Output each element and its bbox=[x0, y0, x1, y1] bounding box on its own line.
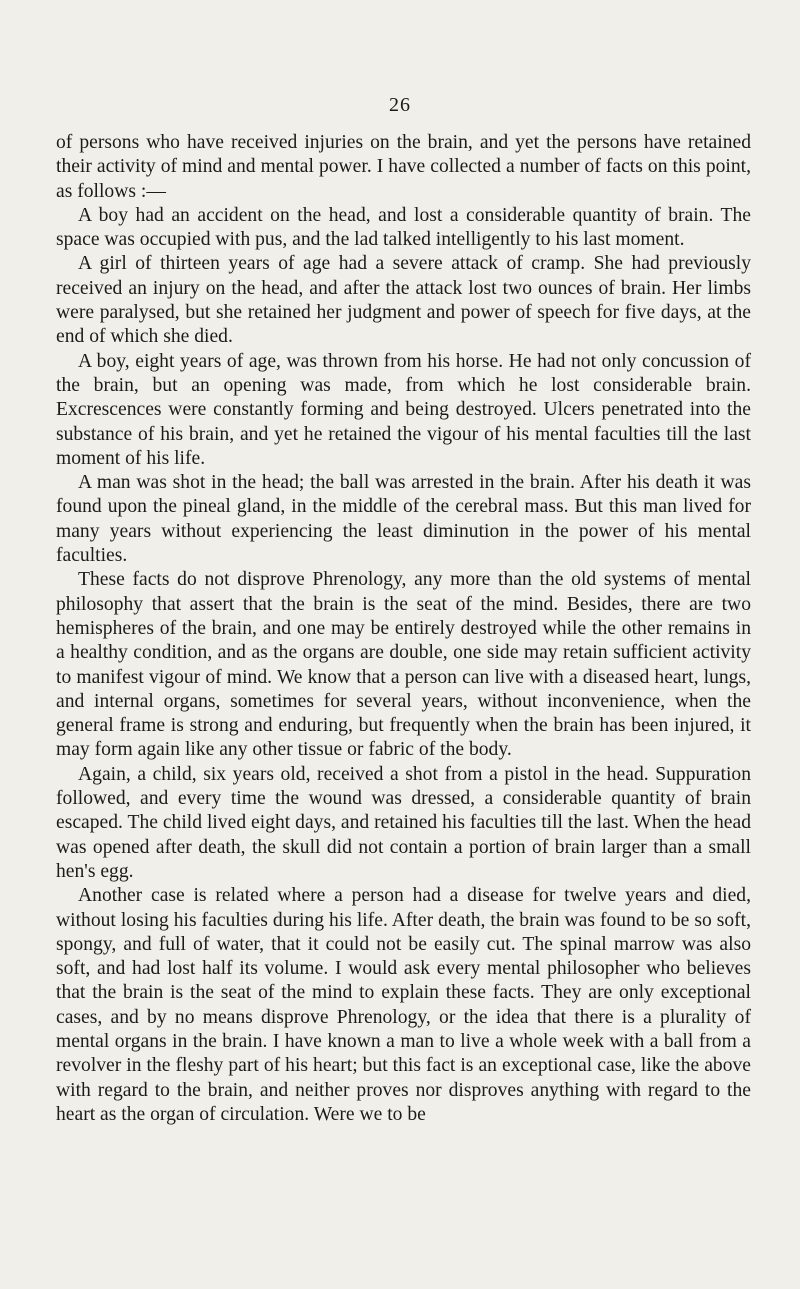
paragraph-girl-cramp: A girl of thirteen years of age had a severe attack of cramp. She had previously received an injury on the head, and after the attack lost two ounces of brain. Her limbs were paralysed, but she retained her judgment and power of speech for five days, at the end of which she died. bbox=[56, 253, 751, 348]
paragraph-another-case: Another case is related where a person had a disease for twelve years and died, without losing his faculties during his life. After death, the brain was found to be so soft, spongy, and full of water, that it could not be easily cut. The spinal marrow was also soft, and had lost half its volume. I would ask every mental philosopher who believes that the brain is the seat of the mind to explain these facts. They are only exceptional cases, and by no means disprove Phrenology, or the idea that there is a plurality of mental organs in the brain. I have known a man to live a whole week with a ball from a revolver in the fleshy part of his heart; but this fact is an exceptional case, like the above with regard to the brain, and neither proves nor disproves anything with regard to the heart as the organ of circulation. Were we to be bbox=[56, 885, 751, 1125]
paragraph-man-shot: A man was shot in the head; the ball was arrested in the brain. After his death it was found upon the pineal gland, in the middle of the cerebral mass. But this man lived for many years without experiencing the least diminution in the power of his mental faculties. bbox=[56, 472, 751, 567]
paragraph-phrenology: These facts do not disprove Phrenology, any more than the old systems of mental philosophy that assert that the brain is the seat of the mind. Besides, there are two hemispheres of the brain, and one may be entirely destroyed while the other remains in a healthy condition, and as the organs are double, one side may retain sufficient activity to manifest vigour of mind. We know that a person can live with a diseased heart, lungs, and internal organs, sometimes for several years, without inconvenience, when the general frame is strong and enduring, but frequently when the brain has been injured, it may form again like any other tissue or fabric of the body. bbox=[56, 569, 751, 761]
body-text bbox=[56, 131, 751, 1127]
page-number: 26 bbox=[389, 94, 411, 116]
paragraph-boy-horse: A boy, eight years of age, was thrown from his horse. He had not only concussion of the brain, but an opening was made, from which he lost considerable brain. Excrescences were constantly forming and being destroyed. Ulcers penetrated into the substance of his brain, and yet he retained the vigour of his mental faculties till the last moment of his life. bbox=[56, 350, 751, 469]
paragraph-continuation: of persons who have received injuries on the brain, and yet the persons have retained their activity of mind and mental power. I have collected a number of facts on this point, as follows :— bbox=[56, 132, 751, 202]
paragraph-child-pistol: Again, a child, six years old, received a shot from a pistol in the head. Suppuration followed, and every time the wound was dressed, a considerable quantity of brain escaped. The child lived eight days, and retained his faculties till the last. When the head was opened after death, the skull did not contain a portion of brain larger than a small hen's egg. bbox=[56, 763, 751, 882]
paragraph-boy-accident: A boy had an accident on the head, and lost a considerable quantity of brain. The space was occupied with pus, and the lad talked intelligently to his last moment. bbox=[56, 204, 751, 251]
